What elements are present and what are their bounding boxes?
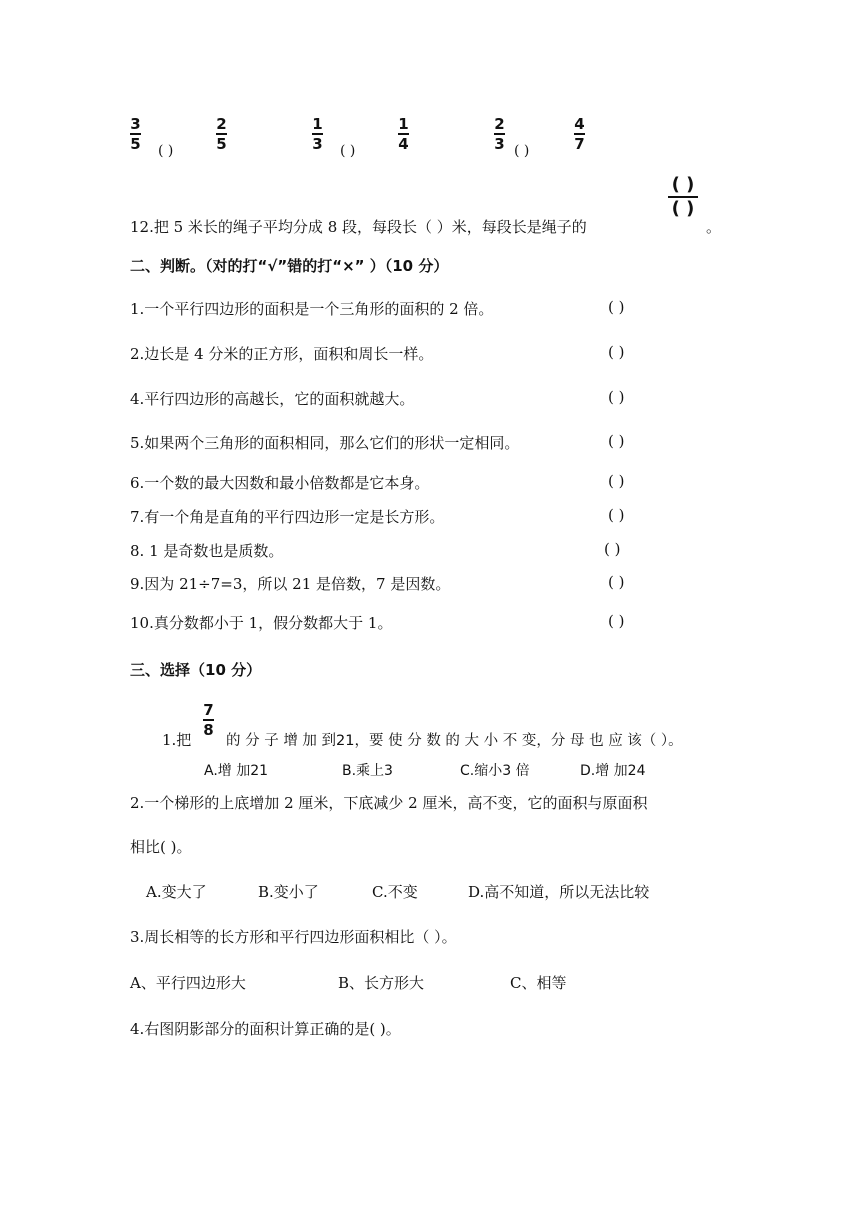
choice-q1-option-b[interactable]: B.乘上3 <box>342 763 393 779</box>
choice-q1-prefix: 1.把 <box>162 731 192 749</box>
choice-q2-line-2: 相比( )。 <box>130 838 192 856</box>
choice-q2-option-b[interactable]: B.变小了 <box>258 883 319 901</box>
compare-blank-3[interactable]: ( ) <box>514 143 530 159</box>
numerator: 3 <box>130 115 141 133</box>
judge-item-text: 9.因为 21÷7=3，所以 21 是倍数，7 是因数。 <box>130 575 451 593</box>
denominator: 8 <box>203 721 214 739</box>
judge-item-text: 5.如果两个三角形的面积相同，那么它们的形状一定相同。 <box>130 434 520 452</box>
numerator: 2 <box>216 115 227 133</box>
question-12-fraction-blank[interactable] <box>668 175 698 219</box>
judge-item-text: 1.一个平行四边形的面积是一个三角形的面积的 2 倍。 <box>130 300 494 318</box>
choice-q1-fraction <box>203 702 214 738</box>
denominator: 4 <box>398 135 409 153</box>
fraction-right-2 <box>398 116 409 152</box>
choice-q1-option-c[interactable]: C.缩小3 倍 <box>460 763 530 779</box>
denominator: 5 <box>216 135 227 153</box>
judge-item-text: 10.真分数都小于 1，假分数都大于 1。 <box>130 614 393 632</box>
judge-answer-blank[interactable]: ( ) <box>608 298 625 316</box>
question-12-text: 12.把 5 米长的绳子平均分成 8 段，每段长（ ）米，每段长是绳子的 <box>130 218 587 236</box>
section-3-title: 三、选择（10 分） <box>130 661 262 679</box>
judge-answer-blank[interactable]: ( ) <box>608 388 625 406</box>
judge-answer-blank[interactable]: ( ) <box>608 432 625 450</box>
choice-q2-option-a[interactable]: A.变大了 <box>146 883 207 901</box>
denominator: 5 <box>130 135 141 153</box>
judge-answer-blank[interactable]: ( ) <box>608 343 625 361</box>
judge-answer-blank[interactable]: ( ) <box>604 540 621 558</box>
judge-item-text: 6.一个数的最大因数和最小倍数都是它本身。 <box>130 474 430 492</box>
denominator: 7 <box>574 135 585 153</box>
denominator: 3 <box>494 135 505 153</box>
fraction-left-3 <box>494 116 505 152</box>
section-2-title: 二、判断。（对的打“√”错的打“×” ）（10 分） <box>130 257 449 275</box>
judge-item-text: 7.有一个角是直角的平行四边形一定是长方形。 <box>130 508 445 526</box>
compare-blank-1[interactable]: ( ) <box>158 143 174 159</box>
judge-answer-blank[interactable]: ( ) <box>608 612 625 630</box>
judge-item-text: 8. 1 是奇数也是质数。 <box>130 542 284 560</box>
numerator: 1 <box>398 115 409 133</box>
judge-answer-blank[interactable]: ( ) <box>608 472 625 490</box>
judge-item-text: 2.边长是 4 分米的正方形，面积和周长一样。 <box>130 345 434 363</box>
fraction-left-1 <box>130 116 141 152</box>
numerator: 2 <box>494 115 505 133</box>
judge-answer-blank[interactable]: ( ) <box>608 506 625 524</box>
question-12-end: 。 <box>706 218 722 236</box>
choice-q3-text: 3.周长相等的长方形和平行四边形面积相比（ ）。 <box>130 928 457 946</box>
numerator: 4 <box>574 115 585 133</box>
fraction-right-3 <box>574 116 585 152</box>
numerator: 1 <box>312 115 323 133</box>
denominator: 3 <box>312 135 323 153</box>
judge-item-text: 4.平行四边形的高越长，它的面积就越大。 <box>130 390 415 408</box>
judge-answer-blank[interactable]: ( ) <box>608 573 625 591</box>
compare-blank-2[interactable]: ( ) <box>340 143 356 159</box>
choice-q3-option-b[interactable]: B、长方形大 <box>338 974 425 992</box>
choice-q1-option-a[interactable]: A.增 加21 <box>204 763 269 779</box>
choice-q1-option-d[interactable]: D.增 加24 <box>580 763 646 779</box>
denominator-blank: ( ) <box>671 198 695 219</box>
numerator: 7 <box>203 701 214 719</box>
choice-q2-option-d[interactable]: D.高不知道，所以无法比较 <box>468 883 650 901</box>
choice-q4-text: 4.右图阴影部分的面积计算正确的是( )。 <box>130 1020 401 1038</box>
fraction-right-1 <box>216 116 227 152</box>
choice-q2-line-1: 2.一个梯形的上底增加 2 厘米，下底减少 2 厘米，高不变，它的面积与原面积 <box>130 794 648 812</box>
choice-q3-option-c[interactable]: C、相等 <box>510 974 567 992</box>
choice-q3-option-a[interactable]: A、平行四边形大 <box>130 974 246 992</box>
choice-q1-text: 的 分 子 增 加 到21，要 使 分 数 的 大 小 不 变，分 母 也 应 该（ ）。 <box>226 733 683 749</box>
choice-q2-option-c[interactable]: C.不变 <box>372 883 418 901</box>
numerator-blank: ( ) <box>671 174 695 195</box>
fraction-left-2 <box>312 116 323 152</box>
